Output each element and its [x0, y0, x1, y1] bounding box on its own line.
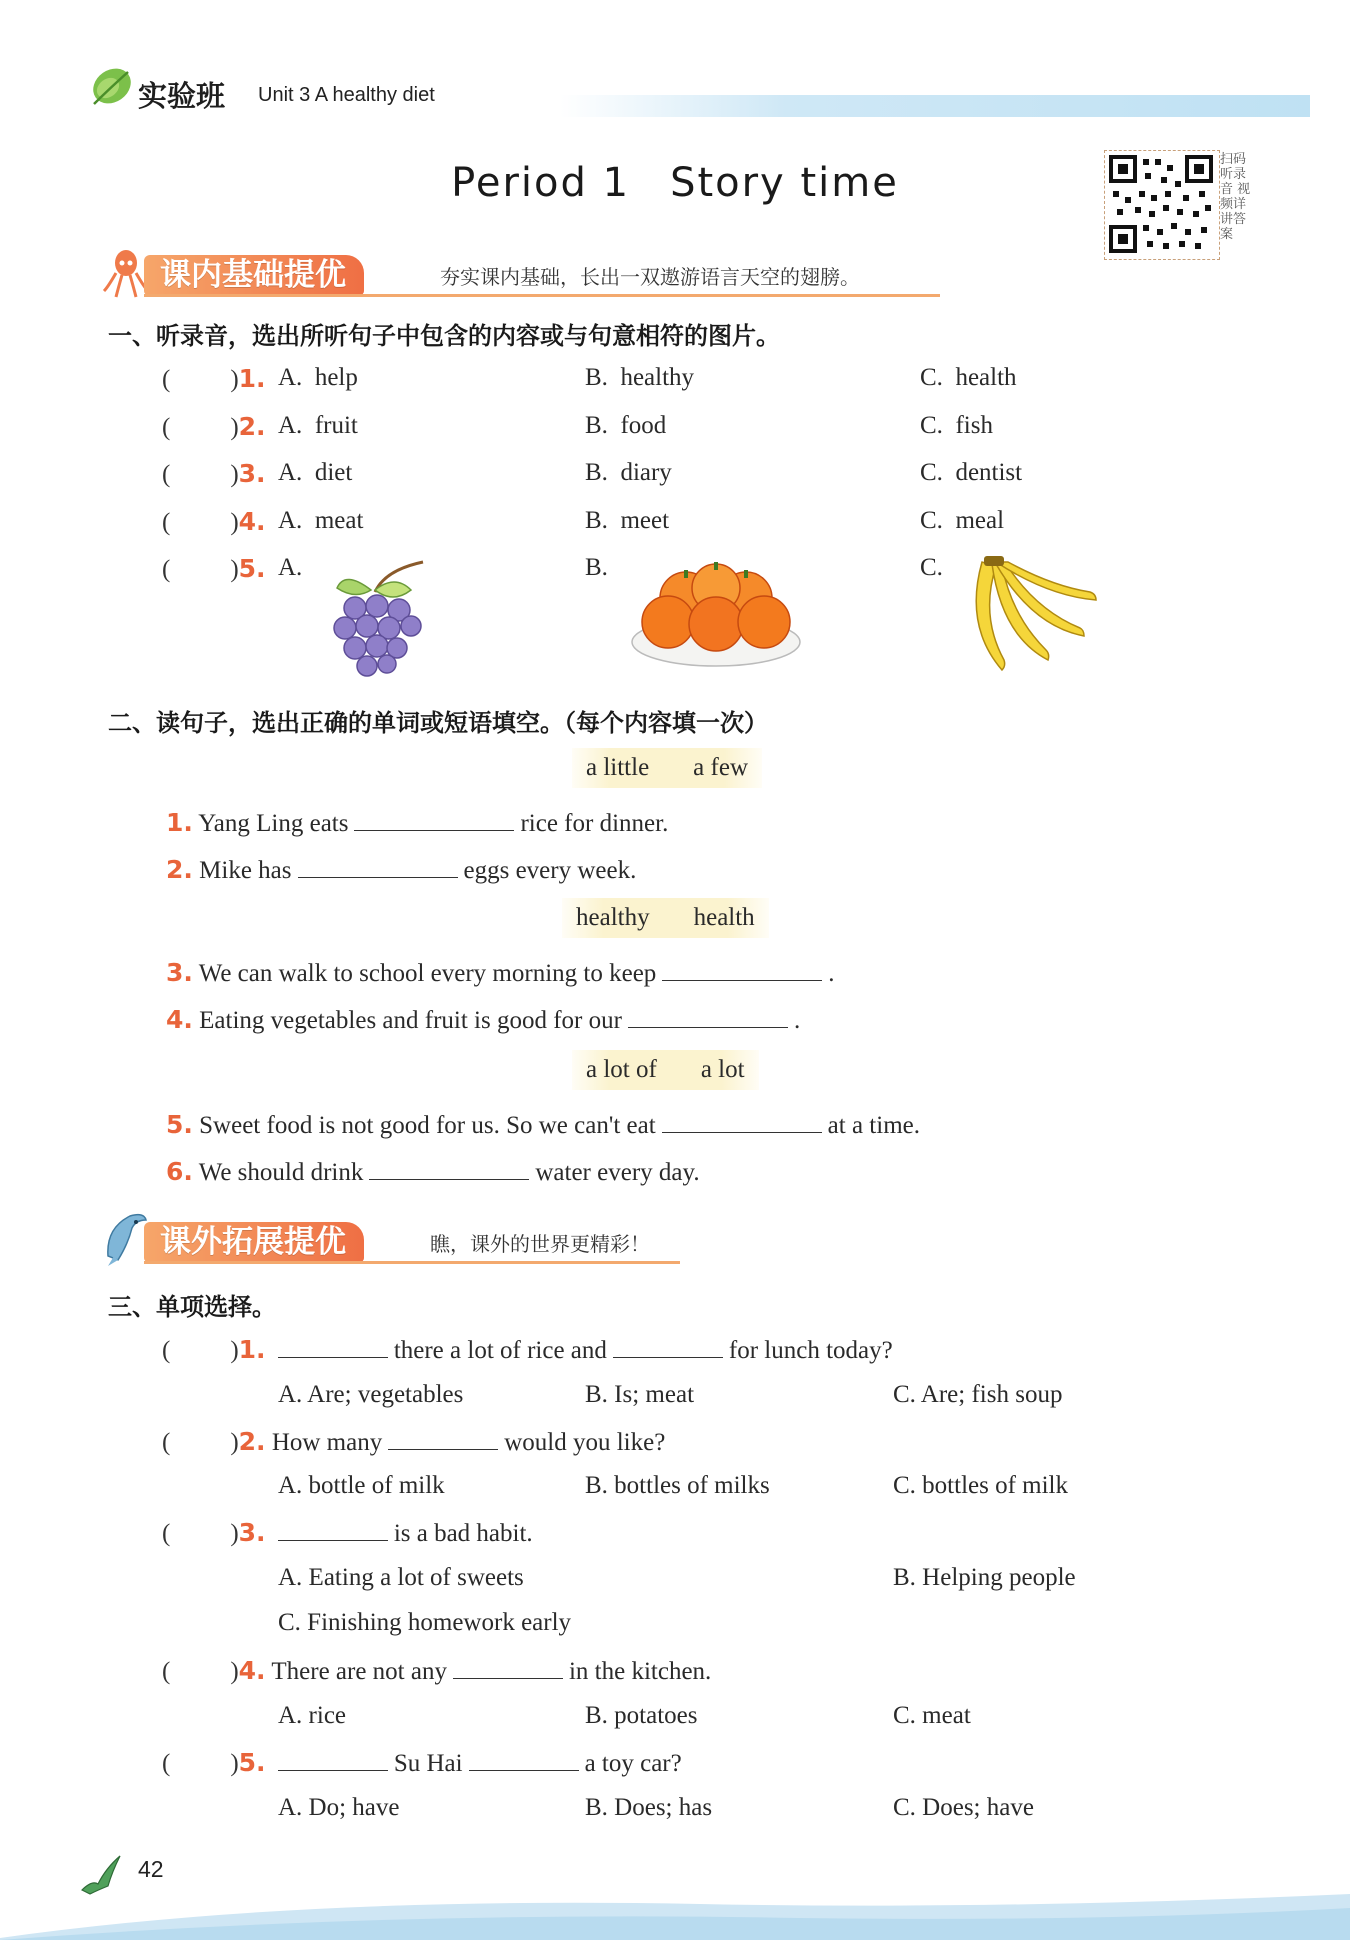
q3-3-option-c[interactable]: C. Finishing homework early	[278, 1609, 572, 1636]
answer-blank[interactable]	[278, 1748, 388, 1771]
q1-4-option-b[interactable]: B. meet	[585, 507, 670, 534]
q1-4-option-c[interactable]: C. meal	[920, 507, 1005, 534]
q3-2-option-c[interactable]: C. bottles of milk	[893, 1472, 1068, 1499]
q1-1-option-b[interactable]: B. healthy	[585, 364, 695, 391]
section1-banner	[100, 255, 940, 295]
q3-item-5: ( )5. Su Hai a toy car?	[162, 1748, 682, 1777]
q1-3-option-a[interactable]: A. diet	[278, 459, 353, 486]
section1-slogan: 夯实课内基础，长出一双遨游语言天空的翅膀。	[440, 265, 860, 289]
q1-1-option-c[interactable]: C. health	[920, 364, 1017, 391]
q1-5-option-c[interactable]: C.	[920, 554, 943, 581]
section1-underline	[144, 294, 940, 297]
q1-item-1: ( )1.	[162, 364, 266, 393]
grapes-icon[interactable]	[315, 560, 430, 680]
section2-underline	[144, 1261, 680, 1264]
qr-hint: 扫码听录音 视频详讲答案	[1220, 152, 1251, 242]
q3-5-option-b[interactable]: B. Does; has	[585, 1794, 713, 1821]
answer-blank[interactable]	[613, 1335, 723, 1358]
q2-wordbox-2: healthy health	[562, 898, 769, 938]
q1-2-option-a[interactable]: A. fruit	[278, 412, 358, 439]
answer-blank[interactable]	[662, 1110, 822, 1133]
q1-item-4: ( )4.	[162, 507, 266, 536]
q3-heading: 三、单项选择。	[108, 1293, 276, 1321]
answer-blank[interactable]	[469, 1748, 579, 1771]
q3-5-option-c[interactable]: C. Does; have	[893, 1794, 1034, 1821]
q1-2-option-c[interactable]: C. fish	[920, 412, 993, 439]
answer-blank[interactable]	[369, 1157, 529, 1180]
answer-blank[interactable]	[388, 1427, 498, 1450]
q3-1-option-b[interactable]: B. Is; meat	[585, 1381, 695, 1408]
q1-5-option-b[interactable]: B.	[585, 554, 608, 581]
q2-item-6: 6. We should drink water every day.	[166, 1157, 700, 1186]
q2-item-5: 5. Sweet food is not good for us. So we can't eat at a time.	[166, 1110, 920, 1139]
bananas-icon[interactable]	[962, 556, 1102, 676]
q3-4-option-c[interactable]: C. meat	[893, 1702, 971, 1729]
q1-4-option-a[interactable]: A. meat	[278, 507, 364, 534]
q3-item-1: ( )1. there a lot of rice and for lunch today?	[162, 1335, 893, 1364]
q3-2-option-b[interactable]: B. bottles of milks	[585, 1472, 770, 1499]
answer-blank[interactable]	[628, 1005, 788, 1028]
q3-3-option-a[interactable]: A. Eating a lot of sweets	[278, 1564, 524, 1591]
page-number: 42	[138, 1856, 164, 1882]
oranges-icon[interactable]	[628, 560, 803, 672]
answer-blank[interactable]	[298, 855, 458, 878]
qr-code-icon	[1105, 151, 1217, 257]
q2-item-2: 2. Mike has eggs every week.	[166, 855, 637, 884]
section1-banner-label: 课内基础提优	[144, 255, 364, 295]
q1-3-option-b[interactable]: B. diary	[585, 459, 672, 486]
brand-name: 实验班	[138, 79, 226, 113]
squid-icon	[100, 247, 150, 299]
q1-item-3: ( )3.	[162, 459, 266, 488]
q2-wordbox-1: a little a few	[572, 748, 762, 788]
dolphin-icon	[100, 1210, 150, 1266]
title-period: Period 1	[451, 160, 631, 206]
answer-blank[interactable]	[278, 1335, 388, 1358]
q3-1-option-c[interactable]: C. Are; fish soup	[893, 1381, 1063, 1408]
q1-3-option-c[interactable]: C. dentist	[920, 459, 1023, 486]
q3-4-option-b[interactable]: B. potatoes	[585, 1702, 698, 1729]
q3-5-option-a[interactable]: A. Do; have	[278, 1794, 400, 1821]
q1-1-option-a[interactable]: A. help	[278, 364, 358, 391]
section2-slogan: 瞧，课外的世界更精彩！	[430, 1232, 650, 1256]
q2-wordbox-3: a lot of a lot	[572, 1050, 759, 1090]
qr-code[interactable]	[1104, 150, 1220, 260]
answer-blank[interactable]	[453, 1656, 563, 1679]
q1-item-5: ( )5.	[162, 554, 266, 583]
answer-blank[interactable]	[278, 1518, 388, 1541]
q2-item-3: 3. We can walk to school every morning to keep .	[166, 958, 835, 987]
answer-blank[interactable]	[662, 958, 822, 981]
section2-banner	[100, 1222, 680, 1262]
footer-wave	[0, 1890, 1350, 1940]
q2-item-4: 4. Eating vegetables and fruit is good for our .	[166, 1005, 801, 1034]
q2-heading: 二、读句子，选出正确的单词或短语填空。（每个内容填一次）	[108, 709, 768, 737]
q2-item-1: 1. Yang Ling eats rice for dinner.	[166, 808, 669, 837]
unit-label: Unit 3 A healthy diet	[258, 84, 435, 106]
q3-item-4: ( )4. There are not any in the kitchen.	[162, 1656, 712, 1685]
q1-5-option-a[interactable]: A.	[278, 554, 303, 581]
q1-2-option-b[interactable]: B. food	[585, 412, 667, 439]
header-band	[560, 95, 1310, 117]
leaf-logo-icon	[88, 64, 136, 108]
q3-3-option-b[interactable]: B. Helping people	[893, 1564, 1076, 1591]
title-story: Story time	[670, 160, 899, 206]
section2-banner-label: 课外拓展提优	[144, 1222, 364, 1262]
q3-1-option-a[interactable]: A. Are; vegetables	[278, 1381, 464, 1408]
q1-item-2: ( )2.	[162, 412, 266, 441]
q3-item-3: ( )3. is a bad habit.	[162, 1518, 533, 1547]
q1-heading: 一、听录音，选出所听句子中包含的内容或与句意相符的图片。	[108, 322, 780, 350]
answer-blank[interactable]	[354, 808, 514, 831]
q3-item-2: ( )2. How many would you like?	[162, 1427, 666, 1456]
q3-2-option-a[interactable]: A. bottle of milk	[278, 1472, 445, 1499]
q3-4-option-a[interactable]: A. rice	[278, 1702, 347, 1729]
